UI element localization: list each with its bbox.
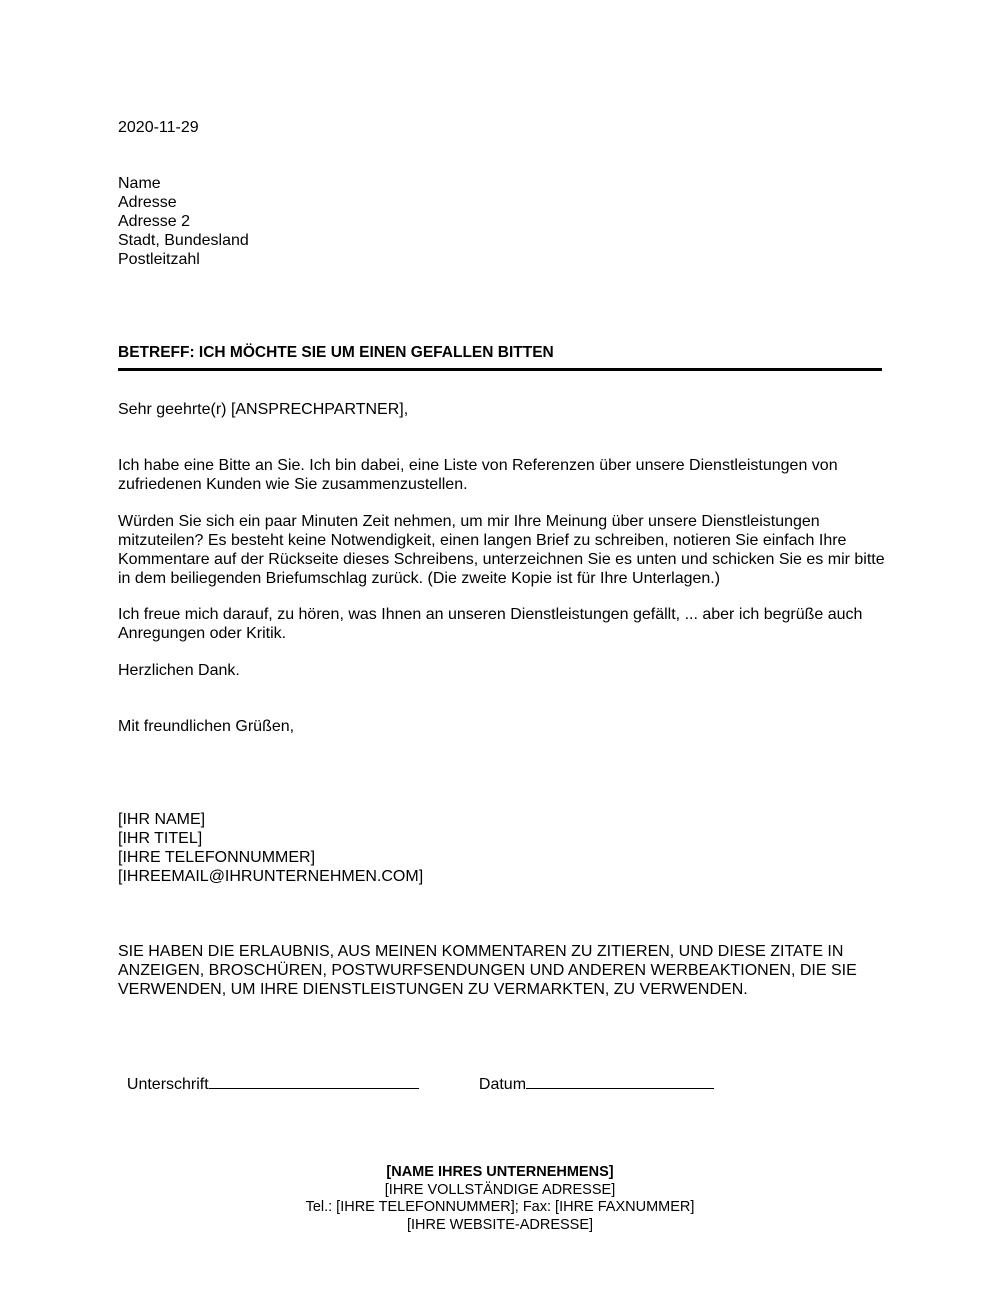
salutation: Sehr geehrte(r) [ANSPRECHPARTNER], <box>118 401 409 418</box>
date-label: Datum <box>478 1076 527 1093</box>
sender-signature-block <box>118 810 423 886</box>
permission-statement: SIE HABEN DIE ERLAUBNIS, AUS MEINEN KOMMENTAREN ZU ZITIEREN, UND DIESE ZITATE IN ANZEIGEN, BROSCHÜREN, POSTWURFSENDUNGEN UND ANDEREN WERBEAKTIONEN, DIE SIE VERWENDEN, UM IHRE DIENSTLEISTUNGEN ZU VERMARKTEN, ZU VERWENDEN. <box>118 943 857 998</box>
footer-website: [IHRE WEBSITE-ADRESSE] <box>406 1216 594 1233</box>
signature-underline <box>209 1073 419 1089</box>
footer-address: [IHRE VOLLSTÄNDIGE ADRESSE] <box>384 1181 616 1198</box>
date-underline <box>526 1073 714 1089</box>
sender-name: [IHR NAME] <box>118 811 206 828</box>
subject-line: BETREFF: ICH MÖCHTE SIE UM EINEN GEFALLEN BITTEN <box>118 344 554 361</box>
letter-date: 2020-11-29 <box>118 119 199 136</box>
sender-phone: [IHRE TELEFONNUMMER] <box>118 849 316 866</box>
recipient-city-state: Stadt, Bundesland <box>118 232 249 249</box>
closing-line: Mit freundlichen Grüßen, <box>118 718 295 735</box>
footer-contact: Tel.: [IHRE TELEFONNUMMER]; Fax: [IHRE FAXNUMMER] <box>305 1199 695 1215</box>
body-paragraph-1: Ich habe eine Bitte an Sie. Ich bin dabei, eine Liste von Referenzen über unsere Dienstleistungen von zufriedenen Kunden wie Sie zusammenzustellen. <box>118 457 838 493</box>
body-paragraph-2: Würden Sie sich ein paar Minuten Zeit nehmen, um mir Ihre Meinung über unsere Dienstleistungen mitzuteilen? Es besteht keine Notwendigkeit, einen langen Brief zu schreiben, notieren Sie einfach Ihre Kommentare auf der Rückseite dieses Schreibens, unterzeichnen Sie es unten und schicken Sie es mir bitte in dem beiliegenden Briefumschlag zurück. (Die zweite Kopie ist für Ihre Unterlagen.) <box>118 513 885 587</box>
company-footer <box>0 1164 1000 1234</box>
sender-title: [IHR TITEL] <box>118 830 203 847</box>
subject-divider <box>118 368 882 371</box>
recipient-postal-code: Postleitzahl <box>118 251 200 268</box>
footer-company-name: [NAME IHRES UNTERNEHMENS] <box>386 1164 614 1180</box>
recipient-address-line-2: Adresse 2 <box>118 213 191 230</box>
recipient-address-line-1: Adresse <box>118 194 177 211</box>
sender-email: [IHREEMAIL@IHRUNTERNEHMEN.COM] <box>118 868 424 885</box>
signature-field <box>118 1054 419 1094</box>
date-field <box>470 1054 714 1094</box>
recipient-address <box>118 174 249 269</box>
signature-label: Unterschrift <box>126 1076 209 1093</box>
recipient-name: Name <box>118 175 161 192</box>
thanks-line: Herzlichen Dank. <box>118 662 240 679</box>
body-paragraph-3: Ich freue mich darauf, zu hören, was Ihnen an unseren Dienstleistungen gefällt, ... aber ich begrüße auch Anregungen oder Kritik. <box>118 606 863 642</box>
